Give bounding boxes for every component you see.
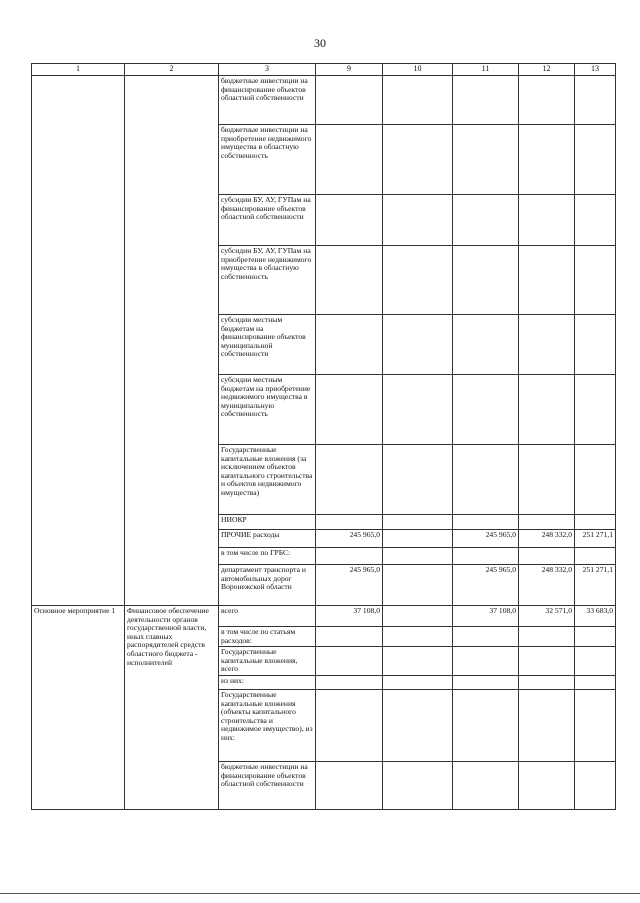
row-label: департамент транспорта и автомобильных дорог Воронежской области: [219, 565, 316, 606]
value-col9: 245 965,0: [316, 530, 383, 548]
value-col11: [453, 195, 519, 246]
row-label: субсидии местным бюджетам на приобретение недвижимого имущества в муниципальную собственность: [219, 375, 316, 445]
value-col10: [383, 530, 453, 548]
value-col11: 37 108,0: [453, 606, 519, 627]
header-cell: 10: [383, 64, 453, 76]
value-col13: 33 683,0: [575, 606, 616, 627]
value-col12: [519, 515, 575, 530]
page-bottom-rule: [0, 893, 640, 894]
value-col13: [575, 315, 616, 375]
value-col11: [453, 246, 519, 315]
value-col12: [519, 647, 575, 676]
value-col12: 248 332,0: [519, 565, 575, 606]
value-col13: [575, 548, 616, 565]
value-col12: [519, 689, 575, 761]
header-cell: 12: [519, 64, 575, 76]
value-col9: [316, 515, 383, 530]
row-label: ПРОЧИЕ расходы: [219, 530, 316, 548]
value-col9: [316, 76, 383, 125]
value-col12: [519, 246, 575, 315]
value-col12: 32 571,0: [519, 606, 575, 627]
row-label: бюджетные инвестиции на финансирование объектов областной собственности: [219, 76, 316, 125]
row-label: Государственные капитальные вложения (за исключением объектов капитального строительства и объектов недвижимого имущества): [219, 445, 316, 515]
value-col12: [519, 675, 575, 689]
value-col12: [519, 548, 575, 565]
value-col13: 251 271,1: [575, 565, 616, 606]
value-col12: 248 332,0: [519, 530, 575, 548]
value-col11: [453, 515, 519, 530]
value-col12: [519, 627, 575, 647]
header-cell: 1: [32, 64, 125, 76]
row-label: Государственные капитальные вложения (объекты капитального строительства и недвижимое имущество), из них:: [219, 689, 316, 761]
value-col10: [383, 375, 453, 445]
header-cell: 3: [219, 64, 316, 76]
value-col13: [575, 76, 616, 125]
value-col12: [519, 761, 575, 809]
value-col11: [453, 125, 519, 195]
header-cell: 11: [453, 64, 519, 76]
value-col13: [575, 647, 616, 676]
value-col12: [519, 445, 575, 515]
value-col11: [453, 315, 519, 375]
value-col13: [575, 375, 616, 445]
header-cell: 13: [575, 64, 616, 76]
section-title: Основное мероприятие 1: [32, 606, 125, 810]
value-col9: 37 108,0: [316, 606, 383, 627]
value-col11: 245 965,0: [453, 530, 519, 548]
value-col11: [453, 548, 519, 565]
row-label: бюджетные инвестиции на финансирование объектов областной собственности: [219, 761, 316, 809]
value-col9: [316, 246, 383, 315]
value-col9: [316, 125, 383, 195]
value-col13: [575, 195, 616, 246]
value-col11: [453, 647, 519, 676]
value-col12: [519, 125, 575, 195]
value-col10: [383, 445, 453, 515]
value-col11: [453, 76, 519, 125]
row-label: бюджетные инвестиции на приобретение недвижимого имущества в областную собственность: [219, 125, 316, 195]
value-col9: [316, 315, 383, 375]
value-col9: [316, 548, 383, 565]
value-col11: [453, 689, 519, 761]
value-col10: [383, 195, 453, 246]
value-col11: 245 965,0: [453, 565, 519, 606]
empty-cell-col2: [125, 76, 219, 606]
header-cell: 2: [125, 64, 219, 76]
value-col10: [383, 675, 453, 689]
table-row: [32, 606, 616, 627]
row-label: из них:: [219, 675, 316, 689]
row-label: в том числе по ГРБС:: [219, 548, 316, 565]
value-col9: [316, 445, 383, 515]
value-col10: [383, 76, 453, 125]
row-label: субсидии БУ, АУ, ГУПам на финансирование объектов областной собственности: [219, 195, 316, 246]
value-col13: [575, 445, 616, 515]
header-row: [32, 64, 616, 76]
value-col9: [316, 675, 383, 689]
value-col11: [453, 761, 519, 809]
value-col12: [519, 195, 575, 246]
value-col10: [383, 761, 453, 809]
value-col10: [383, 515, 453, 530]
value-col9: [316, 375, 383, 445]
row-label: субсидии местным бюджетам на финансирование объектов муниципальной собственности: [219, 315, 316, 375]
value-col13: [575, 675, 616, 689]
value-col10: [383, 548, 453, 565]
value-col11: [453, 627, 519, 647]
section-description: Финансовое обеспечение деятельности органов государственной власти, иных главных распорядителей средств областного бюджета - исполнителей: [125, 606, 219, 810]
value-col10: [383, 315, 453, 375]
empty-cell-col1: [32, 76, 125, 606]
value-col12: [519, 315, 575, 375]
value-col10: [383, 647, 453, 676]
value-col13: [575, 246, 616, 315]
page-number: 30: [314, 36, 326, 50]
value-col10: [383, 125, 453, 195]
row-label: в том числе по статьям расходов:: [219, 627, 316, 647]
value-col13: [575, 515, 616, 530]
value-col10: [383, 689, 453, 761]
budget-table: [31, 63, 616, 810]
value-col13: [575, 125, 616, 195]
header-cell: 9: [316, 64, 383, 76]
value-col11: [453, 675, 519, 689]
value-col13: 251 271,1: [575, 530, 616, 548]
row-label: Государственные капитальные вложения, всего: [219, 647, 316, 676]
value-col9: 245 965,0: [316, 565, 383, 606]
value-col11: [453, 445, 519, 515]
row-label: всего: [219, 606, 316, 627]
value-col10: [383, 565, 453, 606]
value-col12: [519, 76, 575, 125]
row-label: НИОКР: [219, 515, 316, 530]
value-col13: [575, 761, 616, 809]
value-col13: [575, 627, 616, 647]
value-col11: [453, 375, 519, 445]
value-col10: [383, 627, 453, 647]
value-col9: [316, 761, 383, 809]
value-col9: [316, 647, 383, 676]
value-col12: [519, 375, 575, 445]
table-row: [32, 76, 616, 125]
row-label: субсидии БУ, АУ, ГУПам на приобретение недвижимого имущества в областную собственность: [219, 246, 316, 315]
value-col10: [383, 606, 453, 627]
value-col9: [316, 627, 383, 647]
value-col10: [383, 246, 453, 315]
value-col9: [316, 195, 383, 246]
value-col9: [316, 689, 383, 761]
value-col13: [575, 689, 616, 761]
